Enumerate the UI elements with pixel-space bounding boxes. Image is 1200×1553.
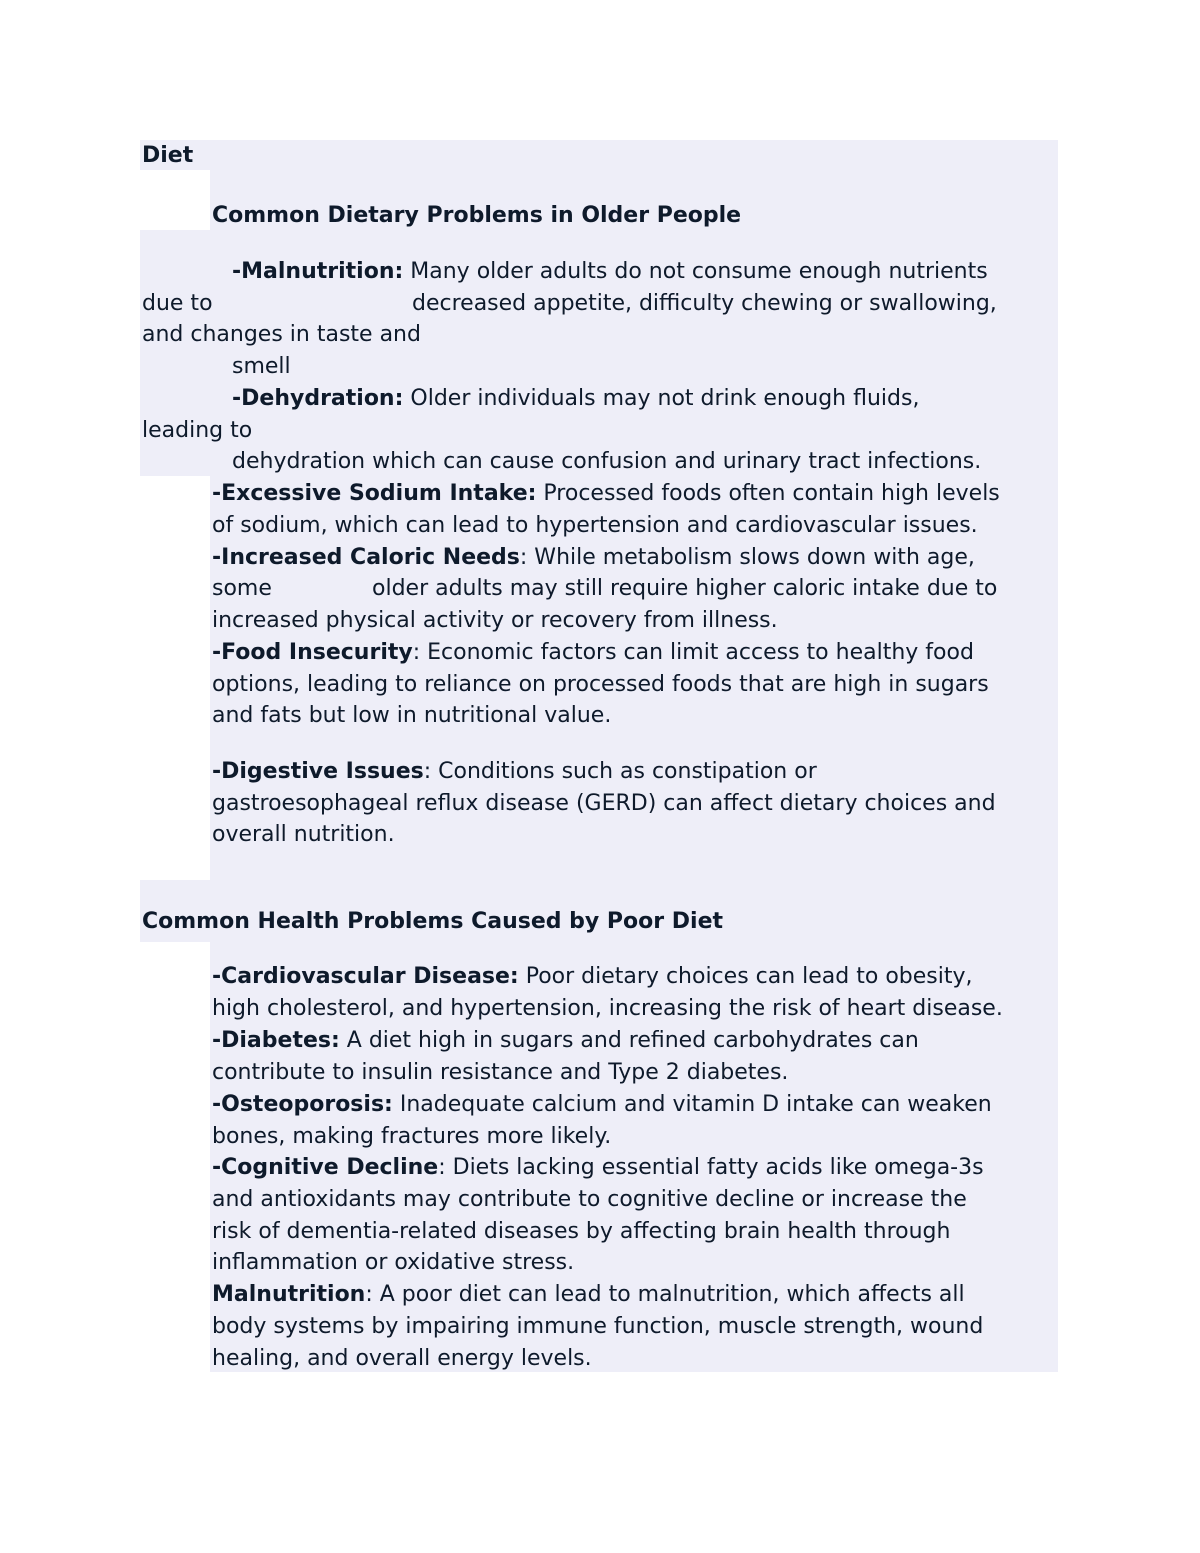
list-item: -Osteoporosis: Inadequate calcium and vitamin D intake can weaken bbox=[212, 1092, 992, 1117]
list-item: Malnutrition: A poor diet can lead to malnutrition, which affects all bbox=[212, 1282, 965, 1307]
list-item: -Diabetes: A diet high in sugars and refined carbohydrates can bbox=[212, 1028, 919, 1053]
list-item: -Dehydration: Older individuals may not drink enough fluids, bbox=[232, 386, 920, 411]
document-title: Diet bbox=[142, 143, 194, 168]
text-line: healing, and overall energy levels. bbox=[212, 1346, 592, 1371]
text-line: options, leading to reliance on processed foods that are high in sugars bbox=[212, 672, 989, 697]
list-item: -Malnutrition: Many older adults do not consume enough nutrients bbox=[232, 259, 988, 284]
list-item: -Digestive Issues: Conditions such as constipation or bbox=[212, 759, 817, 784]
text-line: and antioxidants may contribute to cognitive decline or increase the bbox=[212, 1187, 967, 1212]
text-line: leading to bbox=[142, 418, 253, 443]
section-heading: Common Health Problems Caused by Poor Diet bbox=[142, 909, 724, 934]
section-heading: Common Dietary Problems in Older People bbox=[212, 203, 742, 228]
list-item: -Increased Caloric Needs: While metabolism slows down with age, bbox=[212, 545, 975, 570]
text-line: overall nutrition. bbox=[212, 822, 395, 847]
text-line: and fats but low in nutritional value. bbox=[212, 703, 612, 728]
text-line: and changes in taste and bbox=[142, 322, 421, 347]
list-item: -Cardiovascular Disease: Poor dietary choices can lead to obesity, bbox=[212, 964, 973, 989]
text-line: smell bbox=[232, 354, 291, 379]
text-line: dehydration which can cause confusion and urinary tract infections. bbox=[232, 449, 982, 474]
text-line: gastroesophageal reflux disease (GERD) can affect dietary choices and bbox=[212, 791, 996, 816]
list-item: -Cognitive Decline: Diets lacking essential fatty acids like omega-3s bbox=[212, 1155, 984, 1180]
text-line: body systems by impairing immune function, muscle strength, wound bbox=[212, 1314, 984, 1339]
text-line: inflammation or oxidative stress. bbox=[212, 1250, 575, 1275]
text-line: some bbox=[212, 576, 272, 601]
text-line: risk of dementia-related diseases by affecting brain health through bbox=[212, 1219, 951, 1244]
list-item: -Excessive Sodium Intake: Processed foods often contain high levels bbox=[212, 481, 1000, 506]
highlight-block bbox=[140, 140, 1058, 170]
text-line: due to bbox=[142, 291, 213, 316]
text-line: bones, making fractures more likely. bbox=[212, 1124, 612, 1149]
text-line: high cholesterol, and hypertension, increasing the risk of heart disease. bbox=[212, 996, 1003, 1021]
text-line: increased physical activity or recovery from illness. bbox=[212, 608, 778, 633]
text-line: decreased appetite, difficulty chewing or swallowing, bbox=[412, 291, 997, 316]
text-line: contribute to insulin resistance and Type 2 diabetes. bbox=[212, 1060, 789, 1085]
text-line: of sodium, which can lead to hypertension and cardiovascular issues. bbox=[212, 513, 978, 538]
list-item: -Food Insecurity: Economic factors can limit access to healthy food bbox=[212, 640, 974, 665]
text-line: older adults may still require higher caloric intake due to bbox=[372, 576, 998, 601]
